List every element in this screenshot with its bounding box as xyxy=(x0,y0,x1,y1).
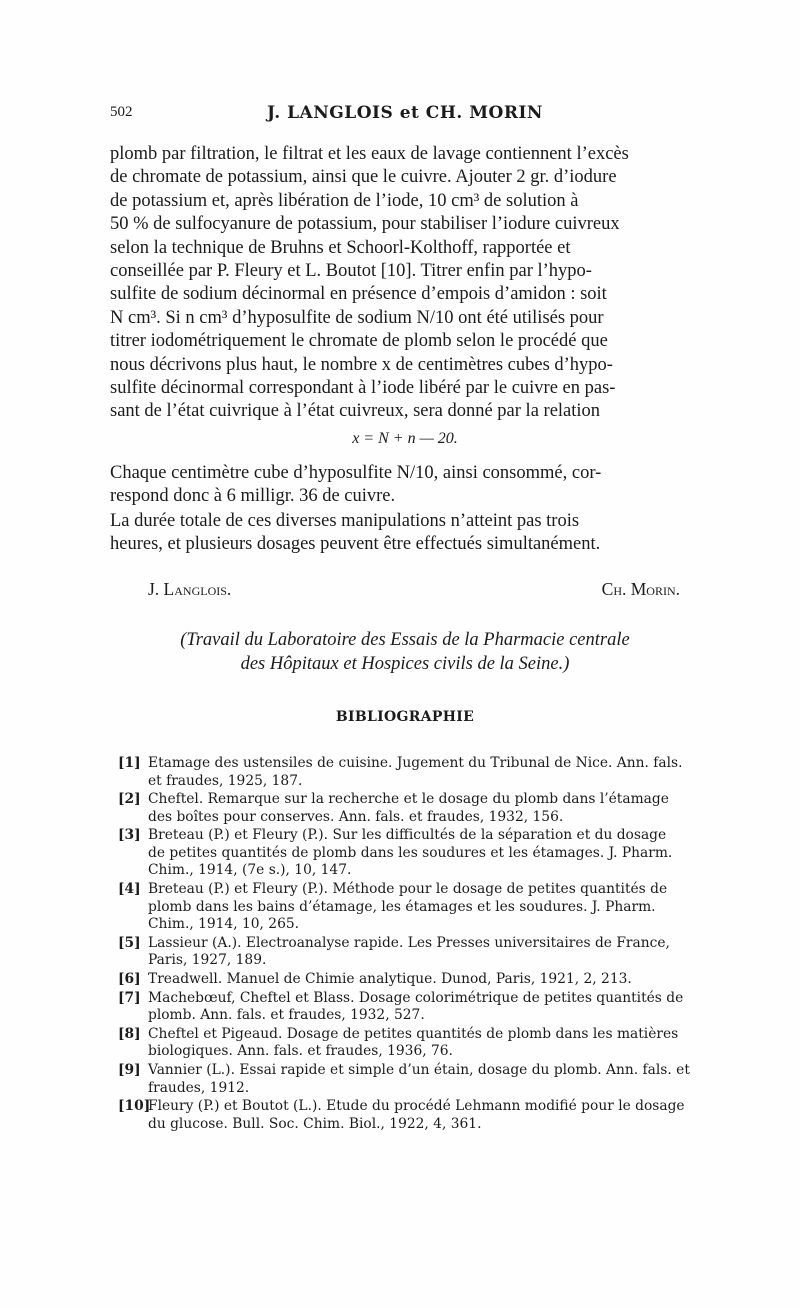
text-line: nous décrivons plus haut, le nombre x de centimètres cubes d’hypo- xyxy=(110,354,613,375)
reference-item xyxy=(118,1062,708,1097)
text-line: conseillée par P. Fleury et L. Boutot [10]. Titrer enfin par l’hypo- xyxy=(110,261,592,282)
text-line: Chaque centimètre cube d’hyposulfite N/10, ainsi consommé, cor- xyxy=(110,463,602,483)
reference-text-line: Chim., 1914, (7e s.), 10, 147. xyxy=(148,862,352,879)
reference-item xyxy=(118,971,708,989)
body-paragraph-1 xyxy=(110,143,700,424)
reference-text-line: du glucose. Bull. Soc. Chim. Biol., 1922, 4, 361. xyxy=(148,1115,482,1132)
reference-item xyxy=(118,755,708,790)
running-title: J. LANGLOIS et CH. MORIN xyxy=(267,103,543,123)
reference-number: [4] xyxy=(118,881,141,898)
reference-number: [9] xyxy=(118,1062,141,1078)
equation: x = N + n — 20. xyxy=(352,430,458,447)
reference-number: [7] xyxy=(118,989,141,1006)
reference-text-line: Machebœuf, Cheftel et Blass. Dosage colorimétrique de petites quantités de xyxy=(148,989,684,1006)
signature-morin: Ch. Morin. xyxy=(601,579,680,599)
reference-text-line: Etamage des ustensiles de cuisine. Jugement du Tribunal de Nice. Ann. fals. xyxy=(148,755,683,771)
reference-item xyxy=(118,1026,708,1061)
body-paragraph-3 xyxy=(110,510,700,557)
page-number: 502 xyxy=(110,104,133,120)
page-header xyxy=(110,104,700,128)
text-line: sant de l’état cuivrique à l’état cuivreux, sera donné par la relation xyxy=(110,401,601,422)
reference-text-line: Fleury (P.) et Boutot (L.). Etude du procédé Lehmann modifié pour le dosage xyxy=(148,1098,685,1115)
reference-text-line: Treadwell. Manuel de Chimie analytique. Dunod, Paris, 1921, 2, 213. xyxy=(148,970,632,987)
text-line: La durée totale de ces diverses manipulations n’atteint pas trois xyxy=(110,511,580,531)
reference-number: [5] xyxy=(118,934,141,951)
body-paragraph-2 xyxy=(110,462,700,509)
text-line: titrer iodométriquement le chromate de plomb selon le procédé que xyxy=(110,331,608,352)
reference-number: [2] xyxy=(118,791,141,808)
reference-text-line: Lassieur (A.). Electroanalyse rapide. Les Presses universitaires de France, xyxy=(148,934,670,951)
text-line: selon la technique de Bruhns et Schoorl-Kolthoff, rapportée et xyxy=(110,237,571,258)
text-line: N cm³. Si n cm³ d’hyposulfite de sodium N/10 ont été utilisés pour xyxy=(110,307,604,328)
bibliography-title: BIBLIOGRAPHIE xyxy=(335,709,475,725)
reference-text-line: plomb. Ann. fals. et fraudes, 1932, 527. xyxy=(148,1007,425,1024)
reference-number: [1] xyxy=(118,755,141,771)
signatures xyxy=(110,579,700,605)
text-line: respond donc à 6 milligr. 36 de cuivre. xyxy=(110,486,396,507)
reference-text-line: biologiques. Ann. fals. et fraudes, 1936, 76. xyxy=(148,1043,453,1060)
text-line: de potassium et, après libération de l’iode, 10 cm³ de solution à xyxy=(110,190,579,211)
text-line: plomb par filtration, le filtrat et les eaux de lavage contiennent l’excès xyxy=(110,144,629,164)
reference-text-line: Vannier (L.). Essai rapide et simple d’un étain, dosage du plomb. Ann. fals. et xyxy=(148,1062,690,1078)
reference-text-line: Breteau (P.) et Fleury (P.). Méthode pour le dosage de petites quantités de xyxy=(148,881,668,898)
text-line: 50 % de sulfocyanure de potassium, pour stabiliser l’iodure cuivreux xyxy=(110,214,620,235)
reference-text-line: Cheftel. Remarque sur la recherche et le dosage du plomb dans l’étamage xyxy=(148,791,669,808)
reference-text-line: fraudes, 1912. xyxy=(148,1079,250,1096)
reference-number: [10] xyxy=(118,1098,151,1115)
reference-item xyxy=(118,827,708,880)
signature-langlois: J. Langlois. xyxy=(148,579,232,599)
text-line: sulfite décinormal correspondant à l’iode libéré par le cuivre en pas- xyxy=(110,378,616,399)
reference-text-line: des boîtes pour conserves. Ann. fals. et fraudes, 1932, 156. xyxy=(148,808,564,825)
laboratory-credit xyxy=(110,628,700,676)
reference-number: [6] xyxy=(118,970,141,987)
reference-item xyxy=(118,881,708,934)
reference-text-line: Chim., 1914, 10, 265. xyxy=(148,916,300,933)
text-line: (Travail du Laboratoire des Essais de la Pharmacie centrale xyxy=(180,630,630,650)
reference-item xyxy=(118,935,708,970)
reference-item xyxy=(118,791,708,826)
bibliography-list xyxy=(118,755,708,1134)
reference-number: [3] xyxy=(118,827,141,844)
text-line: sulfite de sodium décinormal en présence d’empois d’amidon : soit xyxy=(110,284,607,305)
text-line: heures, et plusieurs dosages peuvent être effectués simultanément. xyxy=(110,534,601,555)
reference-item xyxy=(118,1098,708,1133)
reference-number: [8] xyxy=(118,1025,141,1042)
reference-text-line: plomb dans les bains d’étamage, les étamages et les soudures. J. Pharm. xyxy=(148,898,656,915)
text-line: des Hôpitaux et Hospices civils de la Seine.) xyxy=(240,654,570,674)
reference-text-line: et fraudes, 1925, 187. xyxy=(148,772,303,789)
reference-text-line: de petites quantités de plomb dans les soudures et les étamages. J. Pharm. xyxy=(148,844,673,861)
reference-text-line: Breteau (P.) et Fleury (P.). Sur les difficultés de la séparation et du dosage xyxy=(148,827,667,844)
text-line: de chromate de potassium, ainsi que le cuivre. Ajouter 2 gr. d’iodure xyxy=(110,167,617,188)
reference-text-line: Paris, 1927, 189. xyxy=(148,952,267,969)
reference-text-line: Cheftel et Pigeaud. Dosage de petites quantités de plomb dans les matières xyxy=(148,1025,679,1042)
reference-item xyxy=(118,990,708,1025)
